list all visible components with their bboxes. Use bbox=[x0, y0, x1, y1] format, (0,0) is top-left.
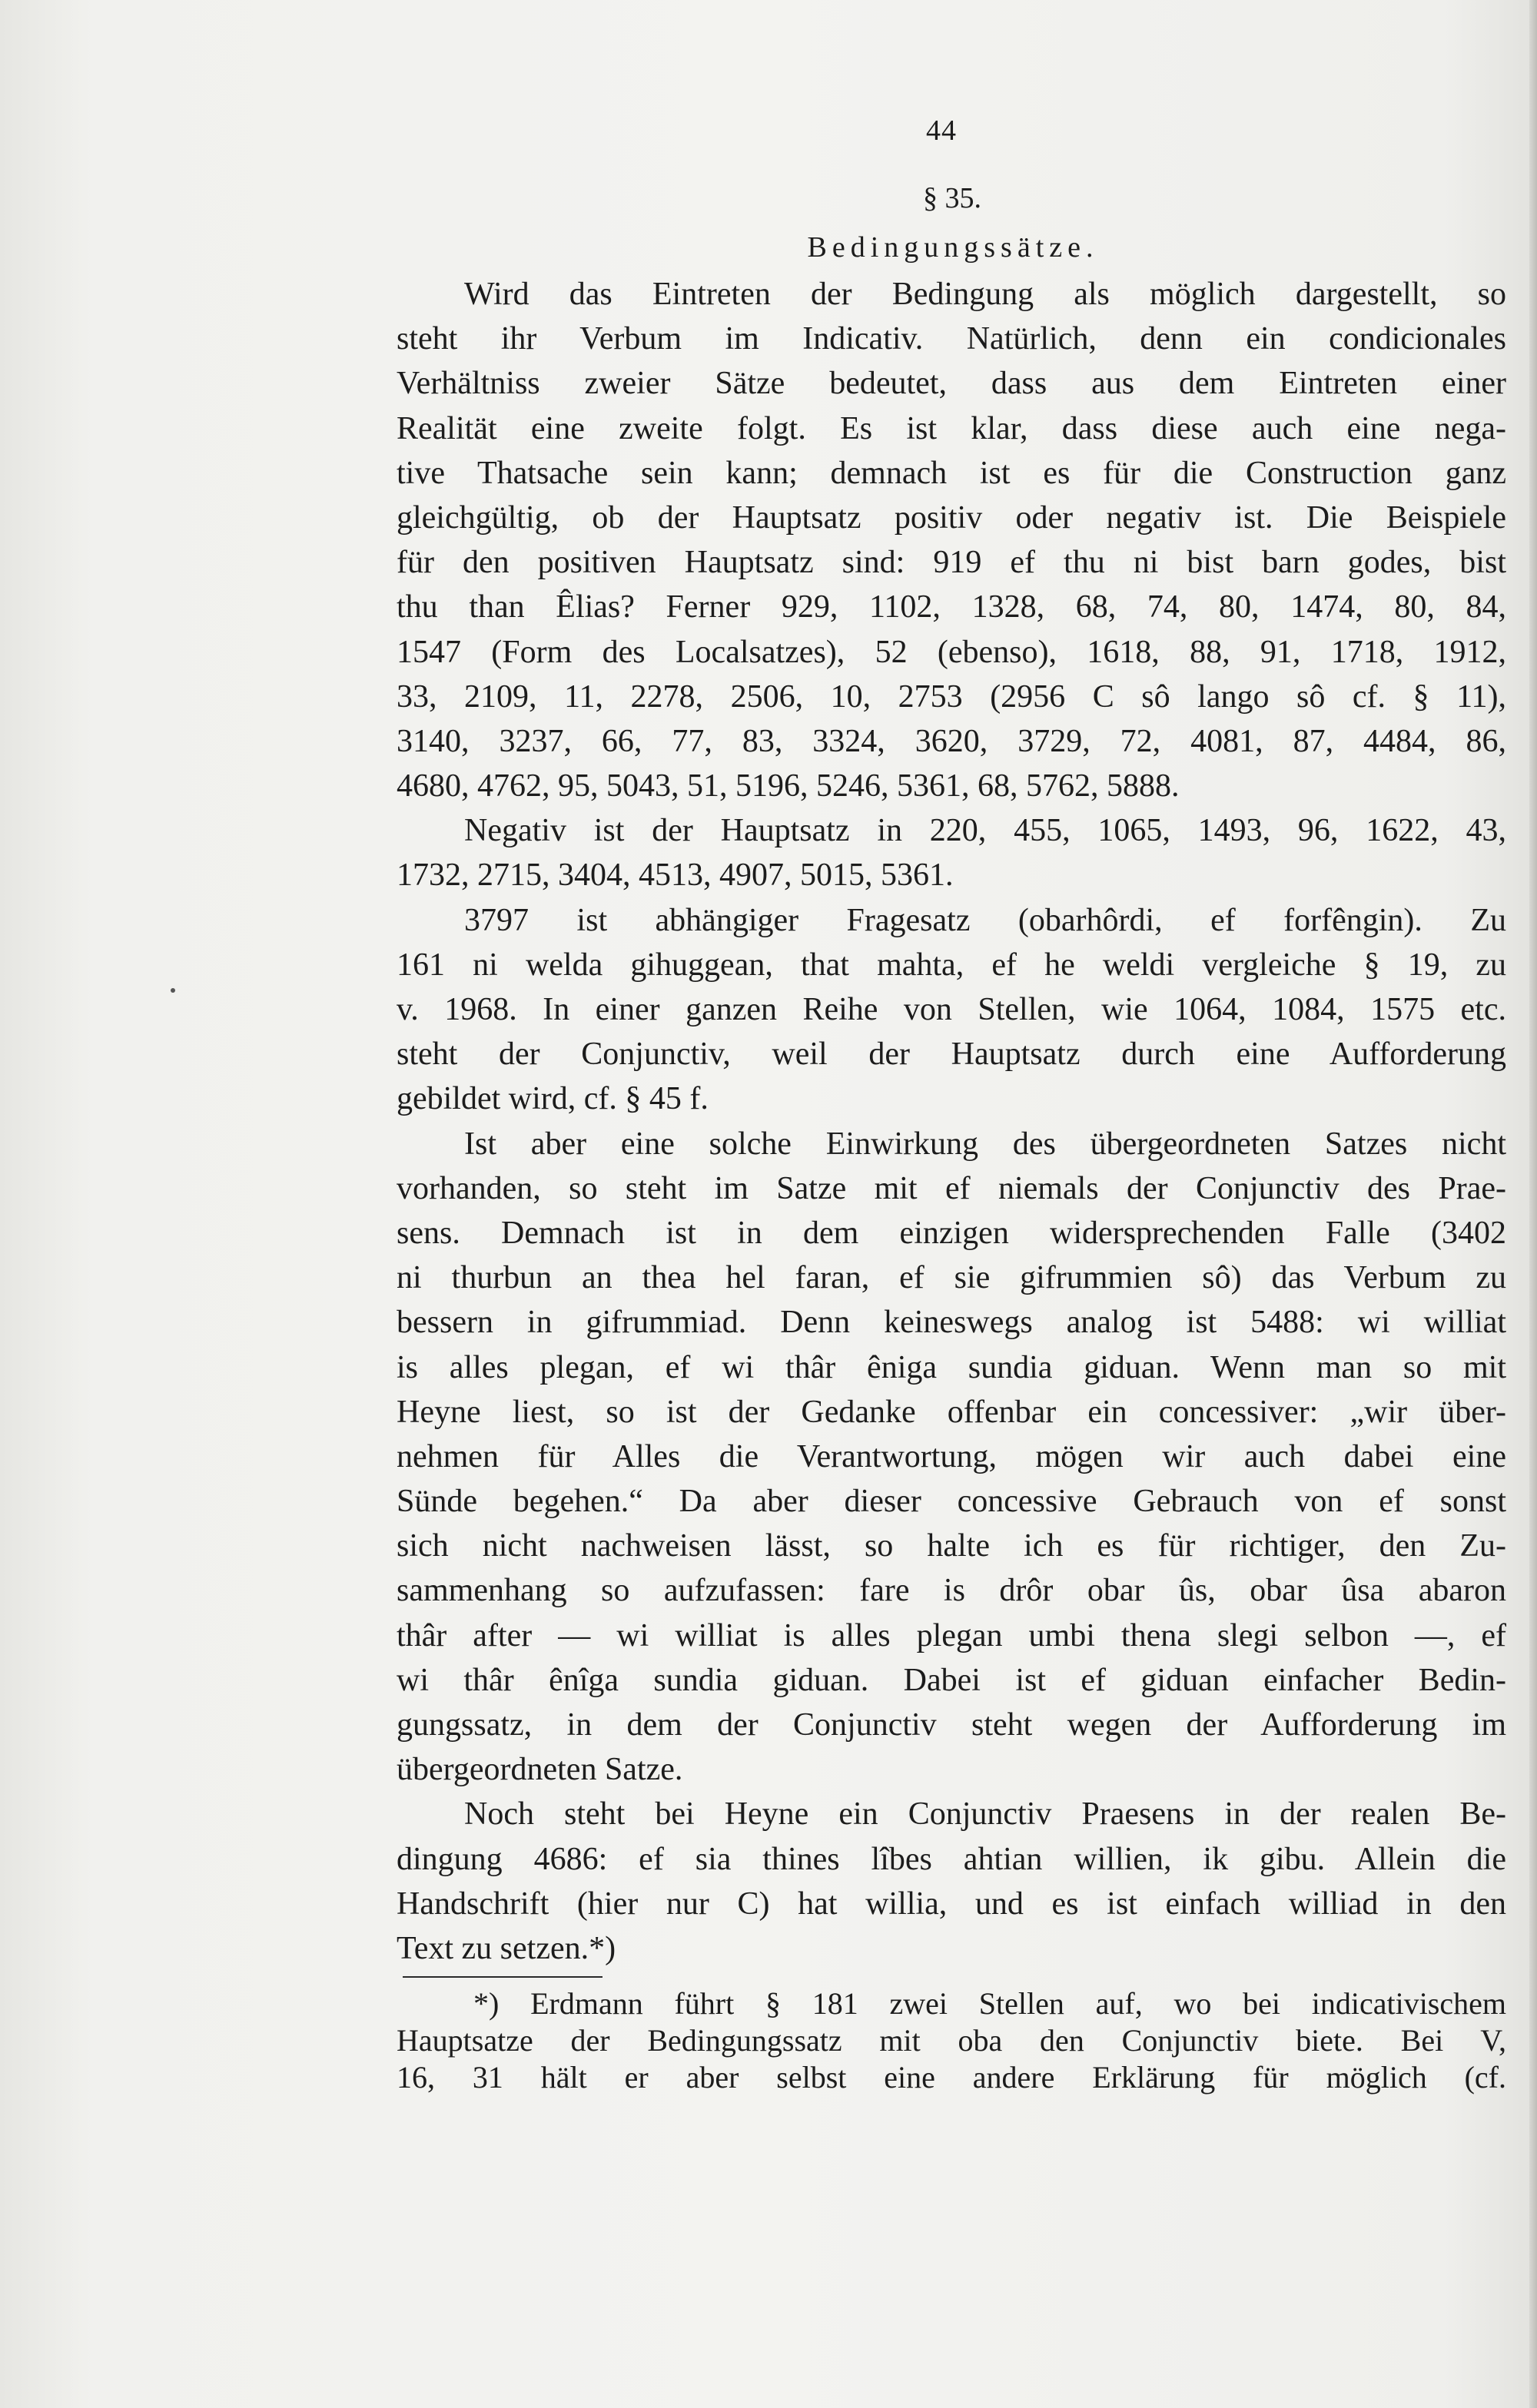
text-line: sens. Demnach ist in dem einzigen widersprechenden Falle (3402 bbox=[397, 1215, 1506, 1251]
text-line: Text zu setzen.*) bbox=[397, 1930, 616, 1966]
text-line: gleichgültig, ob der Hauptsatz positiv oder negativ ist. Die Beispiele bbox=[397, 499, 1506, 536]
text-line: ni thurbun an thea hel faran, ef sie gifrummien sô) das Verbum zu bbox=[397, 1260, 1506, 1296]
text-line: tive Thatsache sein kann; demnach ist es für die Construction ganz bbox=[397, 455, 1506, 491]
footnote-line: Hauptsatze der Bedingungssatz mit oba den Conjunctiv biete. Bei V, bbox=[397, 2023, 1506, 2058]
ink-speck bbox=[171, 988, 175, 993]
text-line: thâr after — wi williat is alles plegan umbi thena slegi selbon —, ef bbox=[397, 1617, 1506, 1653]
text-line: steht der Conjunctiv, weil der Hauptsatz durch eine Aufforderung bbox=[397, 1037, 1506, 1073]
body-text bbox=[397, 272, 1506, 1971]
text-line: Heyne liest, so ist der Gedanke offenbar ein concessiver: „wir über- bbox=[397, 1394, 1506, 1430]
text-line: 161 ni welda gihuggean, that mahta, ef he weldi vergleiche § 19, zu bbox=[397, 947, 1506, 983]
footnote bbox=[397, 1985, 1506, 2096]
footnote-divider bbox=[403, 1976, 603, 1978]
text-line: wi thâr ênîga sundia giduan. Dabei ist ef giduan einfacher Bedin- bbox=[397, 1662, 1506, 1698]
text-line: Wird das Eintreten der Bedingung als möglich dargestellt, so bbox=[464, 277, 1506, 312]
text-line: Sünde begehen.“ Da aber dieser concessive Gebrauch von ef sonst bbox=[397, 1484, 1506, 1520]
text-line: Negativ ist der Hauptsatz in 220, 455, 1065, 1493, 96, 1622, 43, bbox=[464, 813, 1506, 849]
text-line: Handschrift (hier nur C) hat willia, und es ist einfach williad in den bbox=[397, 1886, 1506, 1922]
text-line: thu than Êlias? Ferner 929, 1102, 1328, 68, 74, 80, 1474, 80, 84, bbox=[397, 589, 1506, 625]
footnote-line: 16, 31 hält er aber selbst eine andere Erklärung für möglich (cf. bbox=[397, 2060, 1506, 2095]
text-line: v. 1968. In einer ganzen Reihe von Stellen, wie 1064, 1084, 1575 etc. bbox=[397, 992, 1506, 1027]
text-line: 1547 (Form des Localsatzes), 52 (ebenso), 1618, 88, 91, 1718, 1912, bbox=[397, 634, 1506, 670]
section-number: § 35. bbox=[923, 182, 981, 214]
text-line: Ist aber eine solche Einwirkung des übergeordneten Satzes nicht bbox=[464, 1126, 1506, 1162]
text-line: nehmen für Alles die Verantwortung, mögen wir auch dabei eine bbox=[397, 1438, 1506, 1474]
text-line: Noch steht bei Heyne ein Conjunctiv Praesens in der realen Be- bbox=[464, 1796, 1506, 1833]
page-number: 44 bbox=[926, 114, 957, 147]
text-line: gungssatz, in dem der Conjunctiv steht wegen der Aufforderung im bbox=[397, 1707, 1506, 1743]
text-line: für den positiven Hauptsatz sind: 919 ef thu ni bist barn godes, bist bbox=[397, 545, 1506, 581]
text-line: 3140, 3237, 66, 77, 83, 3324, 3620, 3729, 72, 4081, 87, 4484, 86, bbox=[397, 723, 1506, 759]
text-line: 3797 ist abhängiger Fragesatz (obarhôrdi, ef forfêngin). Zu bbox=[464, 902, 1506, 938]
footnote-line: *) Erdmann führt § 181 zwei Stellen auf, wo bei indicativischem bbox=[473, 1986, 1506, 2021]
text-line: 4680, 4762, 95, 5043, 51, 5196, 5246, 5361, 68, 5762, 5888. bbox=[397, 768, 1180, 804]
text-line: 1732, 2715, 3404, 4513, 4907, 5015, 5361. bbox=[397, 857, 954, 894]
page-binding-edge bbox=[1529, 0, 1537, 2408]
text-line: sammenhang so aufzufassen: fare is drôr obar ûs, obar ûsa abaron bbox=[397, 1573, 1506, 1609]
text-line: übergeordneten Satze. bbox=[397, 1752, 683, 1788]
text-line: dingung 4686: ef sia thines lîbes ahtian willien, ik gibu. Allein die bbox=[397, 1841, 1506, 1877]
text-line: 33, 2109, 11, 2278, 2506, 10, 2753 (2956 C sô lango sô cf. § 11), bbox=[397, 678, 1506, 715]
text-line: sich nicht nachweisen lässt, so halte ich es für richtiger, den Zu- bbox=[397, 1528, 1506, 1564]
section-title: Bedingungssätze. bbox=[807, 231, 1099, 264]
text-line: bessern in gifrummiad. Denn keineswegs analog ist 5488: wi williat bbox=[397, 1305, 1506, 1341]
text-line: is alles plegan, ef wi thâr êniga sundia giduan. Wenn man so mit bbox=[397, 1349, 1506, 1385]
text-line: vorhanden, so steht im Satze mit ef niemals der Conjunctiv des Prae- bbox=[397, 1170, 1506, 1206]
text-line: steht ihr Verbum im Indicativ. Natürlich, denn ein condicionales bbox=[397, 321, 1506, 357]
text-line: gebildet wird, cf. § 45 f. bbox=[397, 1081, 709, 1117]
text-line: Verhältniss zweier Sätze bedeutet, dass aus dem Eintreten einer bbox=[397, 366, 1506, 402]
text-line: Realität eine zweite folgt. Es ist klar, dass diese auch eine nega- bbox=[397, 410, 1506, 446]
